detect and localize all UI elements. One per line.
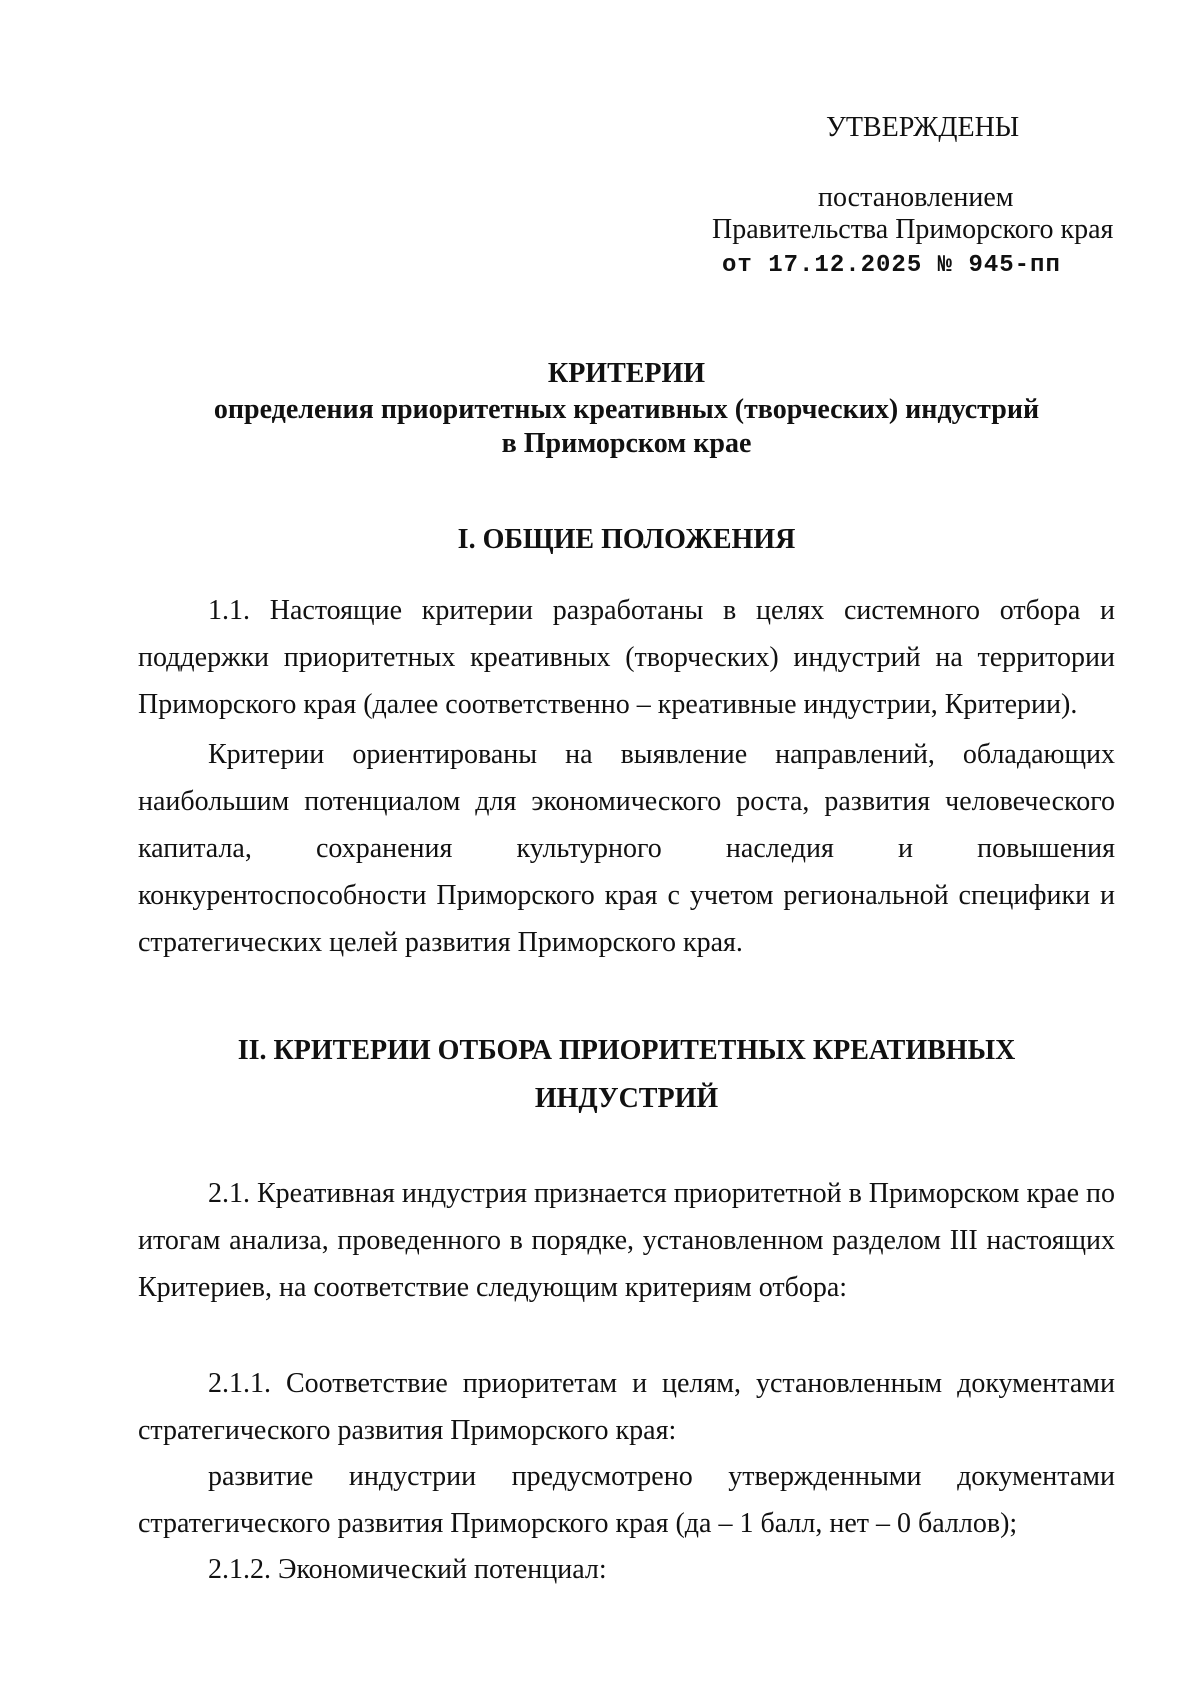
document-subtitle-region: в Приморском крае (501, 428, 752, 459)
paragraph-1-1: 1.1. Настоящие критерии разработаны в целях системного отбора и поддержки приоритетных креативных (творческих) индустрий на территории Приморского края (далее соответственно – креативные индустрии, Критерии). (138, 595, 1115, 720)
paragraph-2-1-2: 2.1.2. Экономический потенциал: (208, 1554, 607, 1585)
document-title: КРИТЕРИИ (547, 358, 706, 389)
paragraph-2-1: 2.1. Креативная индустрия признается приоритетной в Приморском крае по итогам анализа, проведенного в порядке, установленном разделом III настоящих Критериев, на соответствие следующим критериям отбора: (138, 1178, 1115, 1303)
section-1-heading: I. ОБЩИЕ ПОЛОЖЕНИЯ (457, 524, 796, 555)
approving-authority: Правительства Приморского края (712, 214, 1114, 245)
decree-date-number: от 17.12.2025 № 945-пп (722, 252, 1061, 279)
paragraph-2-1-1: 2.1.1. Соответствие приоритетам и целям, установленным документами стратегического развития Приморского края: (138, 1368, 1115, 1446)
paragraph-1-2: Критерии ориентированы на выявление направлений, обладающих наибольшим потенциалом для экономического роста, развития человеческого капитала, сохранения культурного наследия и повышения конкурентоспособности Приморского края с учетом региональной специфики и стратегических целей развития Приморского края. (138, 739, 1115, 958)
approved-label: УТВЕРЖДЕНЫ (826, 112, 1020, 143)
document-subtitle: определения приоритетных креативных (творческих) индустрий (213, 394, 1040, 425)
paragraph-2-1-1-item: развитие индустрии предусмотрено утвержденными документами стратегического развития Приморского края (да – 1 балл, нет – 0 баллов); (138, 1461, 1115, 1539)
section-2-heading: II. КРИТЕРИИ ОТБОРА ПРИОРИТЕТНЫХ КРЕАТИВНЫХ (237, 1035, 1016, 1066)
section-2-heading-cont: ИНДУСТРИЙ (534, 1083, 719, 1114)
approved-by: постановлением (818, 182, 1014, 213)
